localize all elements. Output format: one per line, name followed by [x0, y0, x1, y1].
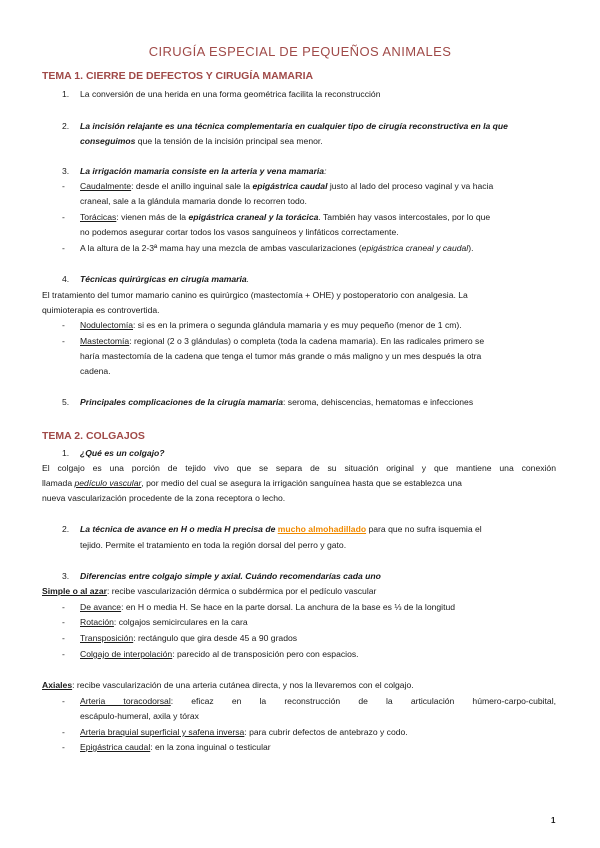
- bullet-toracicas-cont: no podemos asegurar cortar todos los vasos sanguíneos y linfáticos correctamente.: [80, 227, 399, 237]
- tema1-item2-line2: [80, 136, 323, 147]
- text: La irrigación mamaria consiste en la arteria y vena mamaria: [80, 166, 325, 176]
- term: Simple o al azar: [42, 586, 107, 596]
- tema2-item1-para2: [42, 478, 462, 489]
- text: : parecido al de transposición pero con espacios.: [172, 649, 359, 659]
- tema2-heading: TEMA 2. COLGAJOS: [42, 430, 145, 442]
- text: : desde el anillo inguinal sale la: [131, 181, 253, 191]
- text: : rectángulo que gira desde 45 a 90 grados: [133, 633, 298, 643]
- term: Rotación: [80, 617, 114, 627]
- term: Mastectomía: [80, 336, 130, 346]
- tema2-item1-heading: ¿Qué es un colgajo?: [80, 448, 165, 458]
- text: para que no sufra isquemia el: [366, 524, 482, 534]
- bullet-toracicas: [80, 212, 490, 223]
- text: A la altura de la 2-3ª mama hay una mezcla de ambas vascularizaciones (: [80, 243, 362, 253]
- text: justo al lado del proceso vaginal y va hacia: [327, 181, 494, 191]
- tema1-item4-para2: quimioterapia es controvertida.: [42, 305, 160, 315]
- dash-bullet: -: [62, 617, 65, 627]
- dash-bullet: -: [62, 336, 65, 346]
- text: : vienen más de la: [116, 212, 189, 222]
- emphasis: Principales complicaciones de la cirugía mamaria: [80, 397, 283, 407]
- text: : colgajos semicirculares en la cara: [113, 617, 248, 627]
- tema1-item4-heading: Técnicas quirúrgicas en cirugía mamaria.: [80, 274, 250, 284]
- document-title: CIRUGÍA ESPECIAL DE PEQUEÑOS ANIMALES: [148, 44, 452, 59]
- emphasis: conseguimos: [80, 136, 136, 146]
- term: Axiales: [42, 680, 73, 690]
- emphasis: epigástrica caudal: [252, 181, 328, 191]
- emphasis: epigástrica craneal y caudal: [361, 243, 469, 253]
- emphasis: La técnica de avance en H o media H precisa de: [80, 524, 278, 534]
- bullet-mastectomia-cont2: cadena.: [80, 366, 111, 376]
- tema1-item2-line1: La incisión relajante es una técnica complementaria en cualquier tipo de cirugía reconstructiva en la que: [80, 121, 508, 131]
- dash-bullet: -: [62, 633, 65, 643]
- term: Arteria toracodorsal: [80, 696, 171, 706]
- dash-bullet: -: [62, 320, 65, 330]
- item-number: 3.: [62, 166, 70, 176]
- term: Epigástrica caudal: [80, 742, 151, 752]
- dash-bullet: -: [62, 243, 65, 253]
- dash-bullet: -: [62, 696, 65, 706]
- bullet-nodulectomia: [80, 320, 462, 331]
- text: llamada: [42, 478, 75, 488]
- item-number: 2.: [62, 524, 70, 534]
- tema2-item1-para1: El colgajo es una porción de tejido vivo que se separa de su situación original y que mantiene una conexión: [42, 463, 556, 473]
- term: Torácicas: [80, 212, 117, 222]
- text: : en la zona inguinal o testicular: [150, 742, 271, 752]
- text: : eficaz en la reconstrucción de la articulación húmero-carpo-cubital,: [170, 696, 556, 706]
- tema1-item3-heading: La irrigación mamaria consiste en la arteria y vena mamaria:: [80, 166, 327, 176]
- tema2-item1-para3: nueva vascularización procedente de la zona receptora o lecho.: [42, 493, 286, 503]
- emphasis: epigástrica craneal y la torácica: [188, 212, 319, 222]
- item-number: 1.: [62, 89, 70, 99]
- text: : seroma, dehiscencias, hematomas e infecciones: [283, 397, 474, 407]
- tema1-item4-para1: El tratamiento del tumor mamario canino es quirúrgico (mastectomía + OHE) y postoperatorio con analgesia. La: [42, 290, 468, 300]
- text: : recibe vascularización dérmica o subdérmica por el pedículo vascular: [106, 586, 377, 596]
- dash-bullet: -: [62, 181, 65, 191]
- bullet-mezcla: [80, 243, 473, 254]
- tema2-item2-line1: [80, 524, 482, 535]
- page-number: 1: [551, 816, 556, 825]
- text: : en H o media H. Se hace en la parte dorsal. La anchura de la base es ⅓ de la longitud: [121, 602, 456, 612]
- bullet-caudalmente: [80, 181, 493, 192]
- text: , por medio del cual se asegura la irrigación sanguínea hasta que se establezca una: [141, 478, 462, 488]
- bullet-toracodorsal: [80, 696, 556, 707]
- term: De avance: [80, 602, 122, 612]
- dash-bullet: -: [62, 742, 65, 752]
- text: Técnicas quirúrgicas en cirugía mamaria: [80, 274, 247, 284]
- bullet-caudalmente-cont: craneal, sale a la glándula mamaria donde lo recorren todo.: [80, 196, 307, 206]
- tema1-item5-text: [80, 397, 473, 408]
- bullet-de-avance: [80, 602, 455, 613]
- item-number: 1.: [62, 448, 70, 458]
- item-number: 2.: [62, 121, 70, 131]
- bullet-toracodorsal-cont: escápulo-humeral, axila y tórax: [80, 711, 199, 721]
- text: : si es en la primera o segunda glándula mamaria y es muy pequeño (menor de 1 cm).: [133, 320, 462, 330]
- bullet-braquial: [80, 727, 408, 738]
- dash-bullet: -: [62, 602, 65, 612]
- tema2-item2-line2: tejido. Permite el tratamiento en toda la región dorsal del perro y gato.: [80, 540, 347, 550]
- tema1-heading: TEMA 1. CIERRE DE DEFECTOS Y CIRUGÍA MAMARIA: [42, 70, 314, 82]
- text: : para cubrir defectos de antebrazo y codo.: [244, 727, 408, 737]
- bullet-mastectomia: [80, 336, 484, 347]
- text: que la tensión de la incisión principal sea menor.: [135, 136, 323, 146]
- bullet-epigastrica: [80, 742, 271, 753]
- text: : recibe vascularización de una arteria cutánea directa, y nos la llevaremos con el colgajo.: [72, 680, 414, 690]
- term: Transposición: [80, 633, 134, 643]
- axial-definition: [42, 680, 414, 691]
- text: : regional (2 o 3 glándulas) o completa (toda la cadena mamaria). En las radicales primero se: [129, 336, 485, 346]
- bullet-mastectomia-cont: haría mastectomía de la cadena que tenga el tumor más grande o más maligno y un mes después la otra: [80, 351, 482, 361]
- item-number: 3.: [62, 571, 70, 581]
- tema2-item3-heading: Diferencias entre colgajo simple y axial. Cuándo recomendarías cada uno: [80, 571, 381, 581]
- term: Nodulectomía: [80, 320, 134, 330]
- term: Caudalmente: [80, 181, 132, 191]
- simple-definition: [42, 586, 376, 597]
- term: Arteria braquial superficial y safena inversa: [80, 727, 245, 737]
- item-number: 4.: [62, 274, 70, 284]
- dash-bullet: -: [62, 212, 65, 222]
- term: pedículo vascular: [74, 478, 142, 488]
- dash-bullet: -: [62, 649, 65, 659]
- highlight: mucho almohadillado: [277, 524, 367, 534]
- bullet-interpolacion: [80, 649, 359, 660]
- bullet-transposicion: [80, 633, 297, 644]
- bullet-rotacion: [80, 617, 248, 628]
- tema1-item1-text: La conversión de una herida en una forma geométrica facilita la reconstrucción: [80, 89, 381, 99]
- dash-bullet: -: [62, 727, 65, 737]
- text: . También hay vasos intercostales, por lo que: [318, 212, 491, 222]
- term: Colgajo de interpolación: [80, 649, 173, 659]
- item-number: 5.: [62, 397, 70, 407]
- text: ).: [468, 243, 474, 253]
